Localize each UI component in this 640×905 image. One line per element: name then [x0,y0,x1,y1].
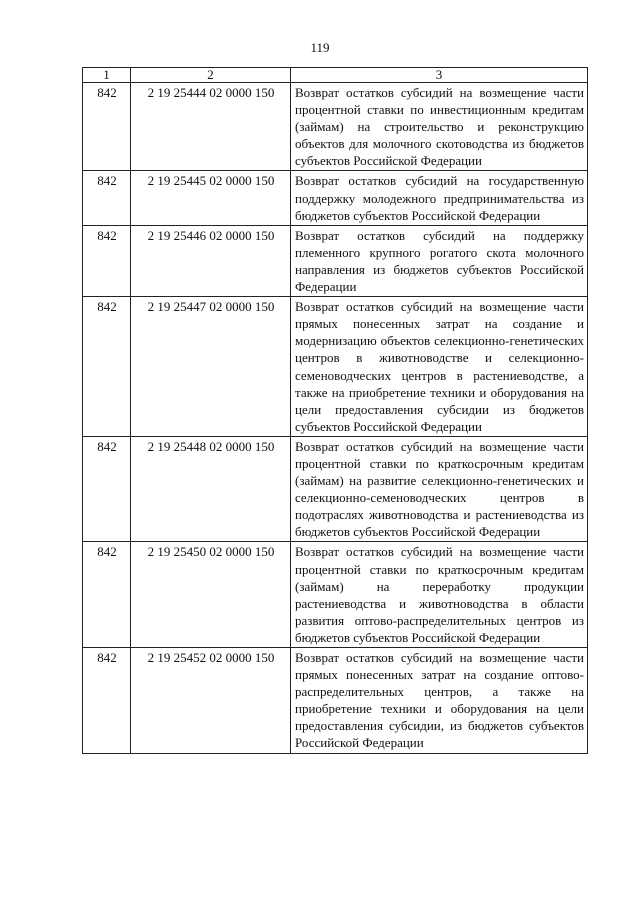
description-cell: Возврат остатков субсидий на возмещение части прямых понесенных затрат на создание оптово-распределительных центров, а также на приобретение техники и оборудования на цели предоставления субсидии, из бюджетов субъектов Российской Федерации [291,648,588,754]
budget-code-cell: 2 19 25450 02 0000 150 [131,542,291,648]
table-row [83,171,588,225]
budget-code-cell: 2 19 25452 02 0000 150 [131,648,291,754]
description-cell: Возврат остатков субсидий на возмещение части процентной ставки по краткосрочным кредитам (займам) на развитие селекционно-генетических и селекционно-семеноводческих центров в подотраслях животноводства и растениеводства из бюджетов субъектов Российской Федерации [291,436,588,542]
description-cell: Возврат остатков субсидий на возмещение части прямых понесенных затрат на создание и модернизацию объектов селекционно-генетических центров в животноводстве и селекционно-семеноводческих центров в растениеводстве, а также на приобретение техники и оборудования на цели предоставления субсидии из бюджетов субъектов Российской Федерации [291,297,588,437]
column-header-3: 3 [291,68,588,83]
column-header-1: 1 [83,68,131,83]
admin-code-cell: 842 [83,225,131,296]
description-cell: Возврат остатков субсидий на возмещение части процентной ставки по инвестиционным кредитам (займам) на строительство и реконструкцию объектов для молочного скотоводства из бюджетов субъектов Российской Федерации [291,83,588,171]
admin-code-cell: 842 [83,171,131,225]
page-number: 119 [310,40,330,55]
table-row [83,436,588,542]
description-cell: Возврат остатков субсидий на возмещение части процентной ставки по краткосрочным кредитам (займам) на переработку продукции растениеводства и животноводства в области развития оптово-распределительных центров из бюджетов субъектов Российской Федерации [291,542,588,648]
admin-code-cell: 842 [83,83,131,171]
table-row [83,225,588,296]
description-cell: Возврат остатков субсидий на государственную поддержку молодежного предпринимательства из бюджетов субъектов Российской Федерации [291,171,588,225]
admin-code-cell: 842 [83,436,131,542]
table-row [83,648,588,754]
admin-code-cell: 842 [83,542,131,648]
column-header-2: 2 [131,68,291,83]
description-cell: Возврат остатков субсидий на поддержку племенного крупного рогатого скота молочного направления из бюджетов субъектов Российской Федерации [291,225,588,296]
budget-code-cell: 2 19 25447 02 0000 150 [131,297,291,437]
budget-code-cell: 2 19 25448 02 0000 150 [131,436,291,542]
budget-code-cell: 2 19 25446 02 0000 150 [131,225,291,296]
table-row [83,83,588,171]
table-row [83,297,588,437]
table-header-row [83,68,588,83]
table-row [83,542,588,648]
classification-table [82,67,588,754]
budget-code-cell: 2 19 25444 02 0000 150 [131,83,291,171]
admin-code-cell: 842 [83,297,131,437]
budget-code-cell: 2 19 25445 02 0000 150 [131,171,291,225]
admin-code-cell: 842 [83,648,131,754]
